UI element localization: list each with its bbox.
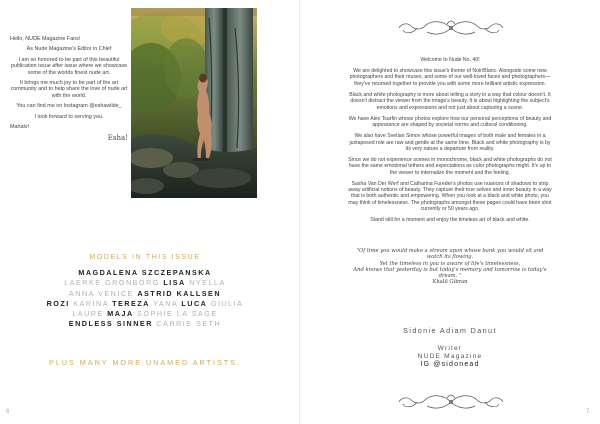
model-name: SOPHIE LA SAGE bbox=[133, 309, 218, 319]
model-name: GIULIA bbox=[207, 298, 244, 308]
models-list bbox=[20, 268, 270, 330]
model-name: LISA bbox=[163, 278, 186, 288]
model-line bbox=[20, 278, 270, 288]
editorial-intro bbox=[348, 57, 552, 228]
letter-paragraph: It brings me much joy to be part of the art community and to help share the love of nude art with the world. bbox=[10, 80, 128, 99]
jungle-ruins-photo bbox=[131, 8, 257, 198]
editor-letter bbox=[10, 36, 128, 145]
model-name: YANA bbox=[149, 298, 182, 308]
right-page bbox=[300, 0, 600, 424]
model-name: ROZI bbox=[46, 298, 70, 308]
model-name: LUCA bbox=[181, 298, 208, 308]
models-heading: MODELS IN THIS ISSUE bbox=[89, 254, 201, 261]
quote-line: And knows that yesterday is but today's memory and tomorrow is today's dream. " bbox=[353, 266, 547, 280]
intro-paragraph: We also have Svetlan Simov whose powerful images of both male and females in a juxtaposed role are raw and gentle at the same time. Black and white photography is by its very nature a departure from reality. bbox=[349, 133, 551, 152]
letter-greeting: Hello, NUDE Magazine Fans! bbox=[10, 36, 81, 42]
gibran-quote bbox=[348, 248, 552, 286]
writer-role: Writer bbox=[437, 345, 463, 352]
quote-author: Khalil Gibran bbox=[432, 279, 468, 286]
intro-paragraph: Sasha Van Der Werf and Catharina Fureder's photos use nuances of shadows to strip away artificial notions of beauty. They capture their true selves and inner beauty in a way that is both authentic and empowering. When you look at a black and white photo, you may think of timelessness. The photographs amongst these pages could have been shot currently or 50 years ago. bbox=[348, 180, 552, 212]
model-name: CARRIE SETH bbox=[152, 319, 222, 329]
cover-photo bbox=[131, 8, 257, 198]
model-name: TEREZA bbox=[112, 298, 150, 308]
page-number-right: 7 bbox=[586, 409, 590, 415]
model-name: ENDLESS SINNER bbox=[68, 319, 153, 329]
model-name: ASTRID KALLSEN bbox=[137, 288, 222, 298]
ornament-flourish-top bbox=[391, 16, 511, 40]
writer-name: Sidonie Adiam Danut bbox=[403, 326, 497, 335]
model-name: MAGDALENA SZCZEPANSKA bbox=[78, 268, 212, 277]
model-line bbox=[20, 299, 270, 309]
model-name: NYELLA bbox=[185, 278, 226, 288]
letter-paragraph: You can find me on Instagram @eshawilde_ bbox=[16, 103, 122, 110]
intro-paragraph: Black and white photography is more about telling a story in a way that colour doesn't. It doesn't distract the viewer from the image's beauty. It is about highlighting the subject's emotions and expressions and not just about capturing a scene. bbox=[349, 91, 551, 111]
model-name: LAURE bbox=[72, 309, 108, 319]
model-name: KARINA bbox=[69, 298, 113, 308]
quote-line: Yet the timeless in you is aware of life's timelessness, bbox=[379, 260, 521, 267]
model-name: ANNA VENICE bbox=[68, 288, 138, 298]
model-line bbox=[20, 319, 270, 329]
intro-paragraph: We have Alex Tsarfin whose photos explore how our personal perceptions of beauty and appearance are shaped by societal norms and cultural conditioning. bbox=[348, 115, 552, 129]
letter-signature: Esha! bbox=[107, 133, 128, 142]
model-name: LAERKE GRONBORG bbox=[64, 278, 164, 288]
writer-organization: NUDE Magazine bbox=[417, 353, 483, 361]
letter-paragraph: As Nude Magazine's Editor in Chief bbox=[26, 46, 112, 53]
model-line bbox=[20, 289, 270, 299]
ornament-flourish-bottom bbox=[391, 390, 511, 414]
page-number-left: 6 bbox=[6, 409, 10, 415]
model-line bbox=[20, 268, 270, 278]
intro-paragraph: Welcome to Nude No. 40! bbox=[420, 57, 480, 63]
quote-line: "Of time you would make a stream upon whose bank you would sit and watch its flowing. bbox=[356, 248, 544, 261]
letter-paragraph: I am so honored to be part of this beautiful publication issue after issue where we showcase some of the worlds finest nude art. bbox=[10, 56, 128, 76]
unnamed-artists-note: PLUS MANY MORE UNAMED ARTISTS. bbox=[49, 358, 241, 367]
writer-signature-block bbox=[360, 326, 540, 370]
intro-paragraph: Since we do not experience scenes in monochrome, black and white photographs do not have the same emotional tethers and expectations as color photographs might. It's up to the viewer to internalize the moment and the feeling. bbox=[348, 157, 552, 176]
model-name: MAJA bbox=[107, 309, 134, 319]
writer-instagram: IG @sidonead bbox=[420, 361, 480, 369]
letter-closing: Mahalo! bbox=[10, 124, 30, 131]
intro-paragraph: We are delighted to showcase this issue's theme of Noir/Blanc. Alongside some new photographers and their muses, and some of our well-loved faces and photographers—they've returned together to provide you with some more brilliant artistic expression. bbox=[349, 68, 551, 87]
model-line bbox=[20, 309, 270, 319]
intro-paragraph: Stand still for a moment and enjoy the timeless art of black and white. bbox=[370, 217, 530, 224]
letter-paragraph: I look forward to serving you. bbox=[34, 113, 104, 120]
